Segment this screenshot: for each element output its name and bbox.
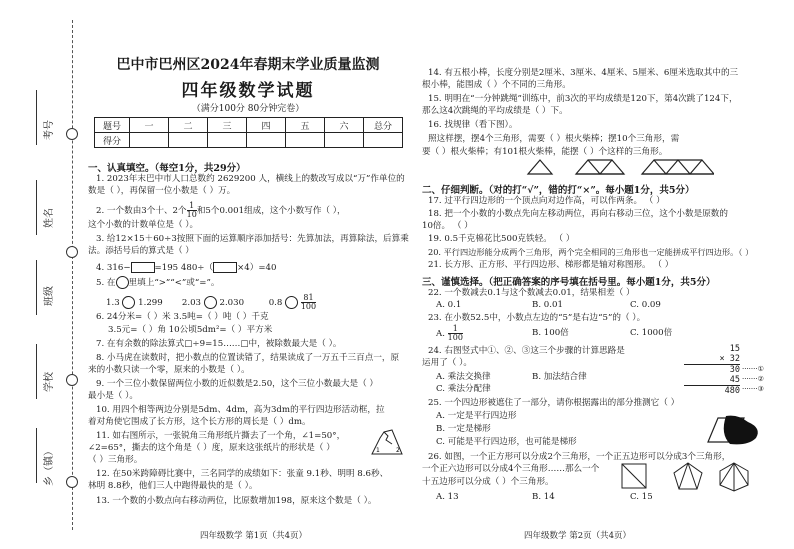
mult-line: 480 — [724, 386, 740, 396]
q4-text: ×4）=40 — [237, 263, 277, 273]
choice-24-a[interactable]: A. 乘法交换律 — [436, 372, 491, 382]
question-10-cont: 着对角使它围成了长方形，这个长方形的周长是（ ）dm。 — [88, 417, 311, 427]
q5-text: 里填上“>”“<”或“=”。 — [128, 278, 220, 288]
q4-text: 4. 316− — [96, 263, 131, 273]
exam-number-label: 考号 — [44, 120, 55, 140]
q5-value: 1.3 — [106, 298, 120, 308]
exam-subject-title: 四年级数学试题 — [181, 81, 315, 101]
score-row-label: 得分 — [95, 133, 130, 148]
score-head: 三 — [208, 118, 247, 133]
page-1 — [88, 0, 408, 549]
choice-26-cont2: 十五边形可以分成（ ）个三角形。 — [422, 477, 554, 487]
choice-22-b[interactable]: B. 0.01 — [532, 300, 563, 310]
mult-line: × 32 — [684, 354, 740, 365]
score-table — [94, 117, 403, 148]
question-3: 3. 给12×15＋60÷3按照下面的运算顺序添加括号：先算加法，再算除法，后算乘 — [96, 234, 409, 244]
choice-26-c[interactable]: C. 15 — [630, 492, 653, 502]
fraction: $\frac{1}{10}$ — [186, 201, 197, 219]
judge-18: 18. 把一个小数的小数点先向左移动两位，再向右移动三位，这个小数是原数的 — [428, 209, 728, 219]
binding-hole — [66, 246, 78, 258]
choice-25-b[interactable]: B. 一定是梯形 — [436, 424, 491, 434]
question-16-cont2: 要（ ）根火柴棒；有101根火柴棒，能摆（ ）个这样的三角形。 — [422, 147, 668, 157]
page-footer: 四年级数学 第1页（共4页） — [200, 531, 308, 541]
question-12-cont: 林明 8.8秒，他们三人中跑得最快的是（ ）。 — [88, 481, 258, 491]
question-13: 13. 一个数的小数点向右移动两位，比原数增加198，原来这个数是（ ）。 — [96, 496, 377, 506]
question-12: 12. 在50米跨障碍比赛中，三名同学的成绩如下：张童 9.1秒、明明 8.6秒、 — [96, 469, 389, 479]
step-markers: ·······① ·······② ·······③ — [742, 365, 764, 393]
q5-text: 5. 在 — [96, 278, 116, 288]
choice-25-c[interactable]: C. 可能是平行四边形，也可能是梯形 — [436, 437, 577, 447]
question-2-cont: 这个小数的计数单位是（ ）。 — [88, 220, 199, 230]
choice-23-b[interactable]: B. 100倍 — [532, 328, 569, 338]
question-11-cont2: （ ）三角形。 — [88, 455, 143, 465]
score-head: 总分 — [364, 118, 403, 133]
page-footer: 四年级数学 第2页（共4页） — [524, 531, 632, 541]
choice-24: 24. 右图竖式中①、②、③这三个步骤的计算思路是 — [428, 346, 625, 356]
score-head: 一 — [130, 118, 169, 133]
q5-value: 1.299 — [138, 298, 163, 308]
choice-25: 25. 一个四边形被遮住了一部分，请你根据露出的部分推测它（ ） — [428, 398, 680, 408]
section-judge: 二、仔细判断。（对的打“√”，错的打“×”。每小题1分，共5分） — [422, 185, 695, 196]
choice-24-c[interactable]: C. 乘法分配律 — [436, 384, 491, 394]
score-cell[interactable] — [325, 133, 364, 148]
judge-19: 19. 0.5千克棉花比500克铁轻。 （ ） — [428, 234, 575, 244]
score-head: 六 — [325, 118, 364, 133]
compare-circle[interactable] — [285, 296, 298, 309]
question-1: 1. 2023年末巴中市人口总数约 2629200 人，横线上的数改写成以“万”作单位的 — [96, 174, 405, 184]
fraction: $\frac{81}{100}$ — [300, 293, 317, 311]
score-head: 四 — [247, 118, 286, 133]
question-7: 7. 在有余数的除法算式□÷9=15……□中，被除数最大是（ ）。 — [96, 339, 342, 349]
name-label: 姓名 — [44, 208, 55, 228]
question-8: 8. 小马虎在读数时，把小数点的位置读错了，结果读成了一万五千三百点一，原 — [96, 353, 400, 363]
matchstick-triangles-figure — [524, 156, 714, 180]
binding-hole — [66, 128, 78, 140]
judge-17: 17. 过平行四边形的一个顶点向对边作高，可以作两条。 （ ） — [428, 196, 665, 206]
question-4 — [96, 262, 277, 274]
score-head: 二 — [169, 118, 208, 133]
choice-23-a[interactable] — [436, 325, 463, 342]
covered-quadrilateral-figure — [704, 414, 768, 446]
answer-box[interactable] — [213, 262, 237, 273]
choice-26-a[interactable]: A. 13 — [436, 492, 459, 502]
score-cell[interactable] — [130, 133, 169, 148]
town-label: 乡（镇） — [44, 446, 55, 486]
choice-26: 26. 如图，一个正方形可以分成2个三角形，一个正五边形可以分成3个三角形， — [428, 452, 731, 462]
question-14-cont: 根小棒，能围成（ ）个不同的三角形。 — [422, 80, 571, 90]
town-line[interactable] — [36, 428, 37, 483]
score-cell[interactable] — [286, 133, 325, 148]
score-cell[interactable] — [364, 133, 403, 148]
question-16: 16. 找规律（看下图）。 — [428, 120, 518, 130]
choice-26-b[interactable]: B. 14 — [532, 492, 555, 502]
torn-triangle-figure — [370, 426, 404, 456]
choice-24-b[interactable]: B. 加法结合律 — [532, 372, 587, 382]
q5-value: 2.03 — [181, 298, 202, 308]
choice-26-cont: 一个正六边形可以分成4个三角形……那么一个 — [422, 464, 600, 474]
question-10: 10. 用四个相等两边分别是5dm、4dm，高为3dm的平行四边形活动框，拉 — [96, 405, 385, 415]
question-11-cont: ∠2=65°，撕去的这个角是（ ）度，原来这张纸片的形状是（ ） — [88, 443, 335, 453]
judge-21: 21. 长方形、正方形、平行四边形、梯形都是轴对称图形。 （ ） — [428, 260, 674, 270]
cut-line — [72, 20, 73, 530]
choice-22: 22. 一个数减去0.1与这个数减去0.01，结果相差（ ） — [428, 288, 635, 298]
exam-number-line[interactable] — [36, 90, 37, 145]
question-9-cont: 最小是（ ）。 — [88, 391, 138, 401]
q5-value: 0.8 — [268, 298, 283, 308]
vertical-multiplication — [684, 344, 740, 396]
compare-circle[interactable] — [204, 296, 217, 309]
question-9: 9. 一个三位小数保留两位小数的近似数是2.50，这个三位小数最大是（ ） — [96, 379, 379, 389]
svg-text:2: 2 — [396, 447, 400, 454]
class-line[interactable] — [36, 260, 37, 315]
section-choice: 三、谨慎选择。（把正确答案的序号填在括号里。每小题1分，共5分） — [422, 277, 716, 288]
circle-blank — [116, 276, 129, 289]
score-head: 五 — [286, 118, 325, 133]
choice-22-a[interactable]: A. 0.1 — [436, 300, 462, 310]
choice-22-c[interactable]: C. 0.09 — [630, 300, 661, 310]
school-label: 学校 — [44, 372, 55, 392]
section-fill-in: 一、认真填空。（每空1分，共29分） — [88, 163, 246, 174]
name-line[interactable] — [36, 180, 37, 235]
choice-23-c[interactable]: C. 1000倍 — [630, 328, 673, 338]
binding-hole — [66, 374, 78, 386]
question-15: 15. 明明在“一分钟跳绳”训练中，前3次的平均成绩是120下，第4次跳了124下， — [428, 94, 738, 104]
question-1-cont: 数是（ ），再保留一位小数是（ ）万。 — [88, 186, 236, 196]
judge-18-cont: 10倍。 （ ） — [422, 221, 473, 231]
question-3-cont: 法。添括号后的算式是（ ） — [88, 246, 194, 256]
exam-note: （满分100分 80分钟完卷） — [191, 104, 305, 114]
fraction: $\frac{1}{100}$ — [447, 324, 463, 342]
polygons-figure — [618, 460, 778, 492]
binding-hole — [66, 476, 78, 488]
choice-25-a[interactable]: A. 一定是平行四边形 — [436, 411, 517, 421]
q2-text: 和5个0.001组成，这个小数写作（ ）， — [196, 206, 346, 216]
question-6-cont: 3.5元=（ ）角 10公顷5dm²=（ ）平方米 — [108, 325, 273, 335]
mult-line: 30 — [729, 365, 740, 375]
question-15-cont: 那么这4次跳绳的平均成绩是（ ）下。 — [422, 106, 568, 116]
mult-line: 45 — [684, 375, 740, 386]
q2-text: 2. 一个数由3个十、2个 — [96, 206, 187, 216]
question-14: 14. 有五根小棒，长度分别是2厘米、3厘米、4厘米、5厘米、6厘米选取其中的三 — [428, 68, 739, 78]
question-5-items — [106, 294, 316, 311]
q4-text: =195 480÷（ — [154, 263, 214, 273]
class-label: 班级 — [44, 286, 55, 306]
exam-region-title: 巴中市巴州区2024年春期末学业质量监测 — [116, 57, 380, 73]
question-16-cont: 照这样摆，摆4个三角形，需要（ ）根火柴棒；摆10个三角形，需 — [428, 134, 680, 144]
choice-23: 23. 在小数52.5中，小数点左边的“5”是右边“5”的（ ）。 — [428, 313, 646, 323]
score-head: 题号 — [95, 118, 130, 133]
question-11: 11. 如右图所示，一张锐角三角形纸片撕去了一个角，∠1=50°， — [96, 431, 346, 441]
mult-line: 15 — [729, 344, 740, 354]
page-2 — [422, 0, 782, 549]
answer-box[interactable] — [131, 262, 155, 273]
choice-24-cont: 运用了（ ）。 — [422, 358, 472, 368]
compare-circle[interactable] — [122, 296, 135, 309]
q5-value: 2.030 — [219, 298, 245, 308]
binding-margin — [0, 0, 92, 549]
score-cell[interactable] — [247, 133, 286, 148]
school-line[interactable] — [36, 344, 37, 399]
score-cell[interactable] — [169, 133, 208, 148]
question-6: 6. 24分米=（ ）米 3.5吨=（ ）吨（ ）千克 — [96, 312, 269, 322]
svg-text:1: 1 — [376, 447, 380, 454]
question-2 — [96, 202, 346, 219]
question-8-cont: 来的小数只读一个零，原来的小数是（ ）。 — [88, 365, 250, 375]
option-label: A. — [436, 329, 448, 339]
judge-20: 20. 平行四边形能分成两个三角形，两个完全相同的三角形也一定能拼成平行四边形。（ ） — [428, 247, 754, 257]
question-5 — [96, 276, 219, 289]
score-cell[interactable] — [208, 133, 247, 148]
